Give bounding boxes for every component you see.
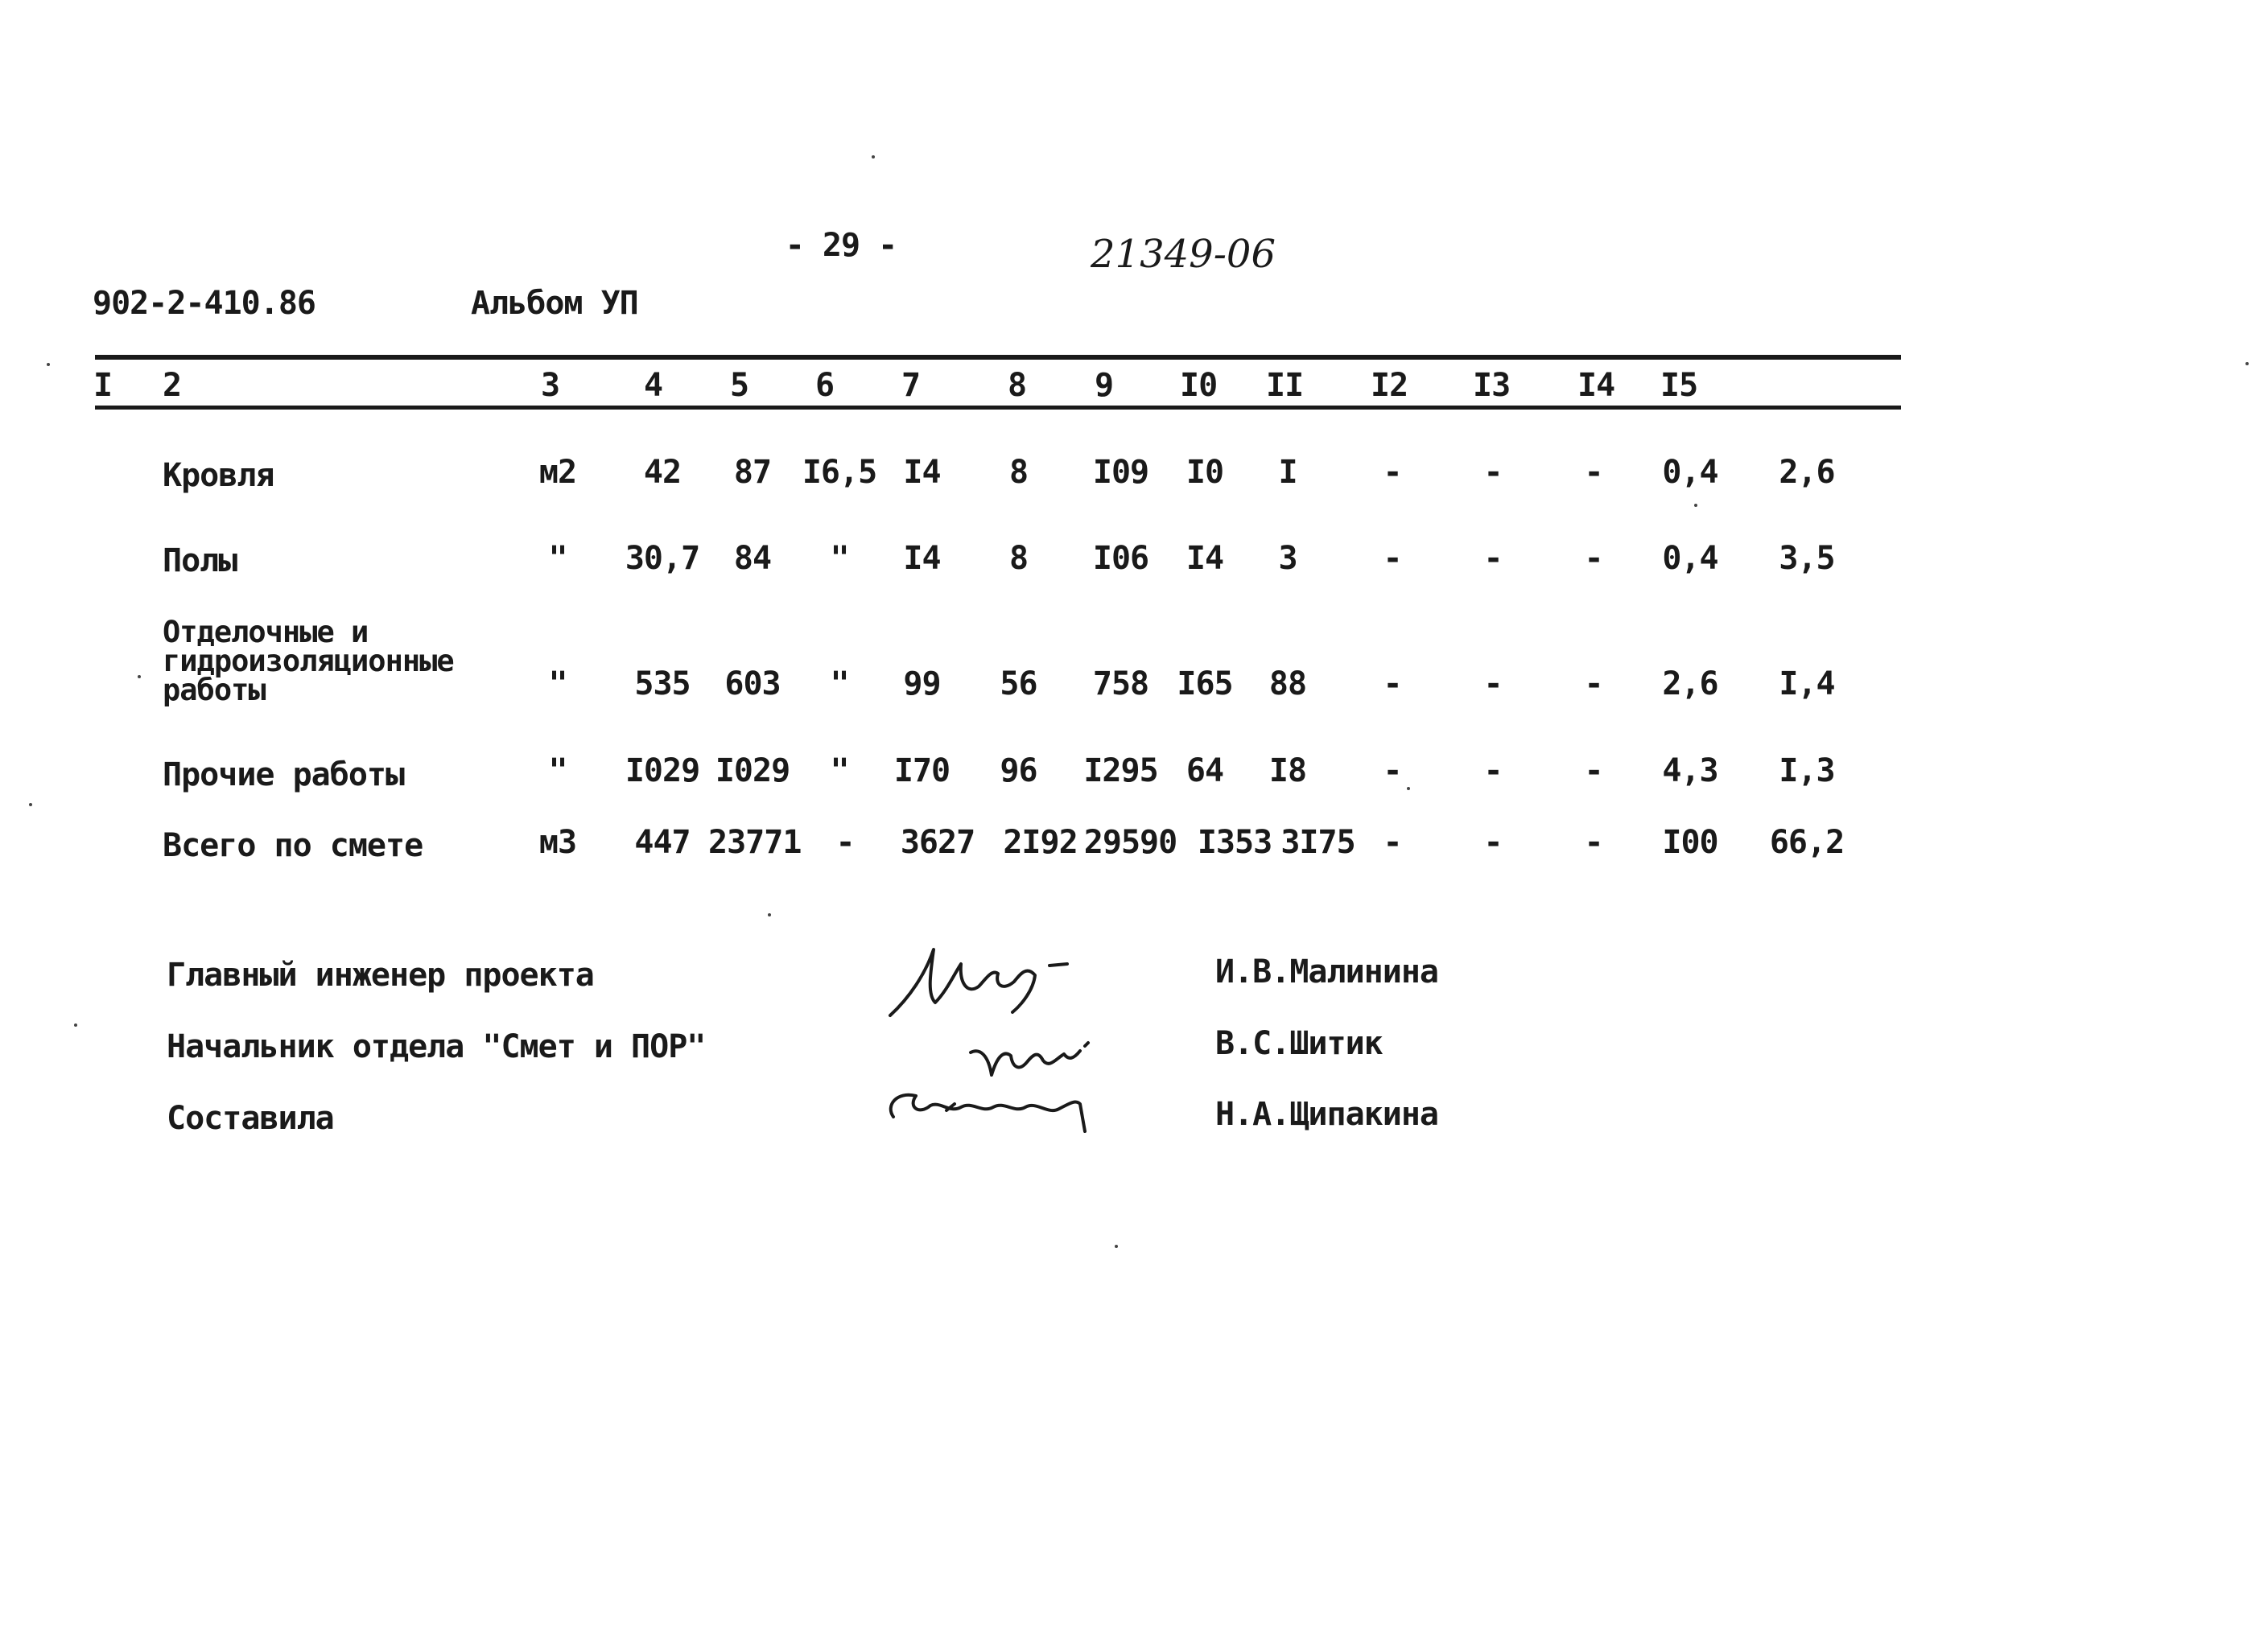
table-cell: I295 — [1083, 752, 1158, 789]
table-cell: 84 — [733, 540, 772, 577]
column-header: 2 — [163, 367, 182, 404]
table-cell: - — [1584, 540, 1603, 577]
table-cell: 23771 — [708, 824, 802, 861]
table-cell: 88 — [1268, 665, 1307, 702]
signature-malinina — [890, 949, 1067, 1015]
table-cell: I70 — [893, 752, 950, 789]
column-header: 3 — [541, 367, 560, 404]
table-cell: 8 — [1008, 454, 1029, 491]
table-cell: 4,3 — [1662, 752, 1718, 789]
scan-speck — [1694, 504, 1697, 507]
scan-speck — [2245, 362, 2249, 365]
table-cell: 0,4 — [1662, 454, 1718, 491]
column-header: I — [93, 367, 113, 404]
table-cell: 758 — [1092, 665, 1149, 702]
table-cell: " — [548, 665, 567, 702]
table-cell: I4 — [1186, 540, 1224, 577]
table-cell: 96 — [1000, 752, 1037, 789]
table-cell: - — [1584, 665, 1603, 702]
table-cell: I — [1278, 454, 1297, 491]
column-header: 8 — [1008, 367, 1027, 404]
table-cell: I4 — [903, 540, 941, 577]
table-cell: - — [1483, 540, 1503, 577]
table-cell: 56 — [1000, 665, 1037, 702]
scan-speck — [47, 363, 50, 366]
table-cell: 8 — [1008, 540, 1029, 577]
table-cell: 64 — [1186, 752, 1224, 789]
row-label: Прочие работы — [163, 756, 405, 793]
table-cell: 3,5 — [1779, 540, 1835, 577]
table-cell: 29590 — [1083, 824, 1177, 861]
row-label: Кровля — [163, 457, 274, 494]
handwritten-signatures — [877, 917, 1159, 1143]
table-top-rule — [95, 355, 1901, 360]
table-cell: - — [1584, 752, 1603, 789]
table-cell: - — [1483, 665, 1503, 702]
signature-shchipakina — [891, 1095, 1085, 1131]
table-cell: " — [830, 665, 849, 702]
table-cell: I06 — [1092, 540, 1149, 577]
row-label: Полы — [163, 542, 237, 579]
signatory-role: Главный инженер проекта — [167, 957, 594, 994]
table-cell: I8 — [1268, 752, 1307, 789]
table-cell: 66,2 — [1769, 824, 1845, 861]
document-number: 21349-06 — [1091, 232, 1276, 277]
page-number: - 29 - — [785, 227, 897, 264]
table-cell: - — [1383, 824, 1402, 861]
column-header: I0 — [1180, 367, 1218, 404]
table-cell: 87 — [733, 454, 772, 491]
table-cell: I029 — [625, 752, 700, 789]
scan-speck — [1115, 1245, 1118, 1248]
column-header: I2 — [1371, 367, 1408, 404]
table-cell: I4 — [903, 454, 941, 491]
signatory-name: И.В.Малинина — [1215, 953, 1438, 990]
signatory-name: В.С.Шитик — [1215, 1025, 1383, 1062]
column-header: I5 — [1660, 367, 1698, 404]
table-cell: I029 — [715, 752, 790, 789]
table-cell: 30,7 — [625, 540, 700, 577]
scan-speck — [29, 803, 32, 806]
table-cell: 2,6 — [1779, 454, 1835, 491]
table-header-rule — [95, 406, 1901, 410]
signatory-name: Н.А.Щипакина — [1215, 1096, 1438, 1133]
table-cell: I353 — [1197, 824, 1272, 861]
table-cell: - — [1383, 454, 1402, 491]
signatory-role: Начальник отдела "Смет и ПОР" — [167, 1028, 706, 1065]
table-cell: 0,4 — [1662, 540, 1718, 577]
scan-speck — [768, 913, 771, 916]
project-code: 902-2-410.86 — [93, 285, 315, 322]
row-label-line: гидроизоляционные — [163, 644, 454, 678]
column-header: I3 — [1473, 367, 1511, 404]
scan-speck — [138, 675, 141, 678]
table-cell: 2,6 — [1662, 665, 1718, 702]
table-cell: - — [1584, 454, 1603, 491]
table-cell: 603 — [724, 665, 781, 702]
row-label: Всего по смете — [163, 827, 423, 864]
table-cell: 42 — [643, 454, 682, 491]
table-cell: 2I92 — [1003, 824, 1078, 861]
column-header: 9 — [1095, 367, 1114, 404]
column-header: II — [1266, 367, 1304, 404]
table-cell: - — [1483, 454, 1503, 491]
table-cell: - — [1483, 824, 1503, 861]
table-cell: I65 — [1177, 665, 1233, 702]
table-cell: 3 — [1278, 540, 1297, 577]
table-cell: I,3 — [1779, 752, 1835, 789]
album-label: Альбом УП — [471, 285, 638, 322]
table-cell: 535 — [634, 665, 691, 702]
table-cell: - — [1383, 752, 1402, 789]
table-cell: I09 — [1092, 454, 1149, 491]
table-cell: I0 — [1186, 454, 1224, 491]
row-label — [163, 615, 454, 707]
column-header: 5 — [730, 367, 749, 404]
table-cell: " — [548, 752, 567, 789]
column-header: 6 — [815, 367, 835, 404]
table-cell: " — [830, 540, 849, 577]
table-cell: " — [830, 752, 849, 789]
table-cell: " — [548, 540, 567, 577]
row-label-line: работы — [163, 673, 266, 707]
table-cell: I00 — [1662, 824, 1718, 861]
row-label-line: Отделочные и — [163, 615, 369, 649]
table-cell: I,4 — [1779, 665, 1835, 702]
column-header: 4 — [644, 367, 663, 404]
column-header: I4 — [1577, 367, 1615, 404]
scan-speck — [1407, 787, 1410, 790]
table-cell: - — [1383, 540, 1402, 577]
table-cell: м3 — [538, 824, 577, 861]
scan-speck — [872, 155, 875, 159]
scan-speck — [74, 1023, 77, 1027]
table-cell: - — [1584, 824, 1603, 861]
table-cell: 99 — [903, 665, 941, 702]
table-cell: 447 — [634, 824, 691, 861]
table-cell: 3I75 — [1280, 824, 1355, 861]
column-header: 7 — [901, 367, 921, 404]
table-cell: - — [1483, 752, 1503, 789]
table-cell: - — [1383, 665, 1402, 702]
signatory-role: Составила — [167, 1100, 334, 1137]
table-cell: I6,5 — [802, 454, 877, 491]
signature-shitik — [971, 1043, 1088, 1075]
table-cell: м2 — [538, 454, 577, 491]
table-cell: - — [835, 824, 855, 861]
table-cell: 3627 — [900, 824, 975, 861]
